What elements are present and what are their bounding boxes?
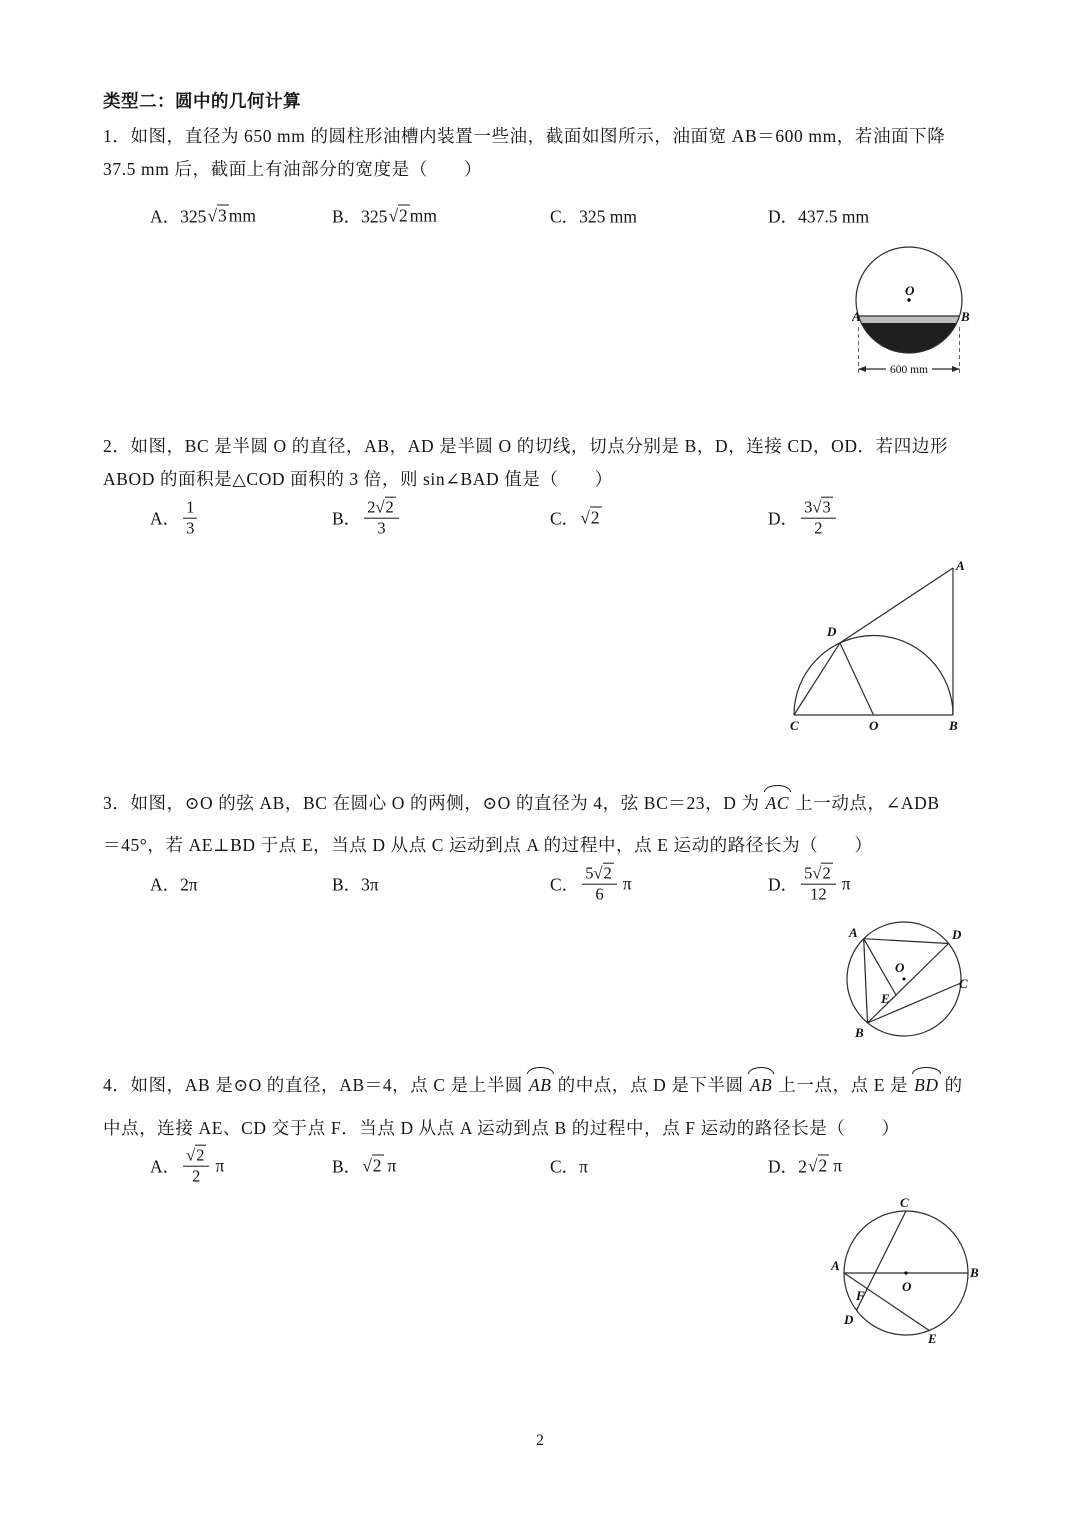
label-f: F — [856, 1288, 865, 1303]
label-o: O — [905, 283, 915, 298]
figure-circle-midpoints — [831, 1196, 983, 1356]
sqrt: √ 2 — [362, 1156, 383, 1177]
center-dot — [903, 978, 906, 981]
dimension-label: 600 mm — [889, 364, 929, 376]
sqrt: √ 2 — [375, 497, 395, 517]
semicircle-diagram — [788, 556, 975, 734]
option-1-c: C．325 mm — [550, 206, 638, 227]
fraction: √ $\frac{2}{2}$ — [183, 1147, 209, 1186]
oil-segment — [861, 323, 957, 353]
label-d: D — [844, 1312, 854, 1327]
label-d: D — [827, 624, 837, 639]
label-b: B — [961, 309, 970, 324]
sqrt: √ 2 — [593, 863, 613, 883]
label-c: C — [900, 1196, 909, 1210]
chord-bd — [868, 944, 949, 1024]
center-dot — [904, 1271, 907, 1274]
option-4-a: A． √ $\frac{2}{2}$ π — [150, 1147, 224, 1186]
problem-2-options — [0, 494, 1080, 542]
arrowhead-right — [952, 366, 960, 372]
label-d: D — [952, 927, 962, 942]
sqrt: √ 3 — [207, 206, 228, 227]
arrowhead-left — [859, 366, 867, 372]
label-b: B — [855, 1025, 864, 1040]
sqrt: √ 2 — [580, 508, 601, 529]
page-number: 2 — [536, 1432, 544, 1449]
option-2-d: D． $\frac{3 √ 3}{2}$ — [768, 499, 838, 538]
label-e: E — [881, 991, 890, 1006]
option-3-c: C． $\frac{5 √ 2}{6}$ π — [550, 865, 632, 904]
radius-od — [840, 643, 874, 715]
label-c: C — [790, 718, 799, 733]
option-4-c: C．π — [550, 1156, 589, 1177]
arc-ac: AC — [765, 793, 790, 813]
chord-cd — [794, 643, 840, 715]
arc-ab-upper: AB — [529, 1075, 552, 1095]
problem-2-line-2: ABOD 的面积是△COD 面积的 3 倍，则 sin∠BAD 值是（ ） — [103, 469, 613, 489]
segment-ae — [864, 939, 896, 995]
sqrt: √ 2 — [812, 863, 832, 883]
label-o: O — [869, 718, 879, 733]
problem-1-line-2: 37.5 mm 后，截面上有油部分的宽度是（ ） — [103, 159, 483, 179]
fraction: $\frac{5 √ 2}{12}$ — [801, 865, 836, 904]
fraction: $\frac{2 √ 2}{3}$ — [364, 499, 399, 538]
label-a: A — [849, 925, 858, 940]
label-a: A — [852, 309, 861, 324]
option-2-a: A． $\frac{1}{3}$ — [150, 499, 199, 538]
arc-bd: BD — [914, 1075, 939, 1095]
problem-3-line-1: 3．如图，⊙O 的弦 AB，BC 在圆心 O 的两侧，⊙O 的直径为 4，弦 BC＝23，D 为 AC 上一动点，∠ADB — [103, 793, 940, 813]
sqrt: √ 2 — [808, 1156, 829, 1177]
problem-3-options — [0, 860, 1080, 908]
circle-midpoints-diagram — [831, 1196, 983, 1356]
circle-chords-diagram — [840, 906, 968, 1049]
section-title: 类型二：圆中的几何计算 — [103, 91, 301, 111]
figure-oil-tank — [852, 244, 970, 386]
semicircle-arc — [794, 636, 953, 716]
option-3-a: A．2π — [150, 874, 198, 895]
label-b: B — [949, 718, 958, 733]
figure-semicircle-tangents — [788, 556, 975, 734]
sqrt: √ 2 — [186, 1145, 206, 1165]
option-4-b: B． √ 2 π — [332, 1154, 396, 1179]
problem-4-line-1: 4．如图，AB 是⊙O 的直径，AB＝4，点 C 是上半圆 AB 的中点，点 D 是下半圆 AB 上一点，点 E 是 BD 的 — [103, 1075, 963, 1095]
center-dot — [907, 298, 910, 301]
problem-3-line-2: ＝45°，若 AE⊥BD 于点 E，当点 D 从点 C 运动到点 A 的过程中，点 E 运动的路径长为（ ） — [103, 835, 873, 855]
tangent-da — [840, 568, 953, 643]
problem-2-line-1: 2．如图，BC 是半圆 O 的直径，AB，AD 是半圆 O 的切线，切点分别是 B，D，连接 CD，OD．若四边形 — [103, 436, 949, 456]
option-3-d: D． $\frac{5 √ 2}{12}$ π — [768, 865, 851, 904]
sqrt: √ 3 — [812, 497, 832, 517]
fraction: $\frac{1}{3}$ — [183, 499, 197, 538]
arc-ab-lower: AB — [749, 1075, 773, 1095]
label-o: O — [895, 960, 905, 975]
oil-tank-diagram — [852, 244, 970, 386]
sqrt: √ 2 — [388, 206, 409, 227]
problem-1-line-1: 1．如图，直径为 650 mm 的圆柱形油槽内装置一些油，截面如图所示，油面宽 AB＝600 mm，若油面下降 — [103, 126, 946, 146]
option-1-b: B．325 √ 2 mm — [332, 204, 437, 229]
problem-1-options — [0, 192, 1080, 240]
fraction: $\frac{3 √ 3}{2}$ — [801, 499, 836, 538]
figure-circle-chords — [840, 906, 968, 1049]
chord-ad — [864, 939, 949, 944]
option-2-c: C． √ 2 — [550, 506, 602, 531]
problem-4-options — [0, 1142, 1080, 1190]
label-b: B — [970, 1265, 979, 1280]
chord-ab — [864, 939, 868, 1023]
option-1-d: D．437.5 mm — [768, 206, 870, 227]
label-e: E — [928, 1331, 937, 1346]
label-o: O — [902, 1279, 912, 1294]
label-a: A — [831, 1258, 840, 1273]
label-c: C — [959, 976, 968, 991]
option-4-d: D．2 √ 2 π — [768, 1154, 842, 1179]
option-1-a: A．325 √ 3 mm — [150, 204, 256, 229]
oil-surface-band — [859, 316, 960, 323]
option-2-b: B． $\frac{2 √ 2}{3}$ — [332, 499, 401, 538]
label-a: A — [956, 558, 965, 573]
fraction: $\frac{5 √ 2}{6}$ — [582, 865, 617, 904]
option-3-b: B．3π — [332, 874, 379, 895]
problem-4-line-2: 中点，连接 AE、CD 交于点 F．当点 D 从点 A 运动到点 B 的过程中，点 F 运动的路径长是（ ） — [103, 1118, 900, 1138]
